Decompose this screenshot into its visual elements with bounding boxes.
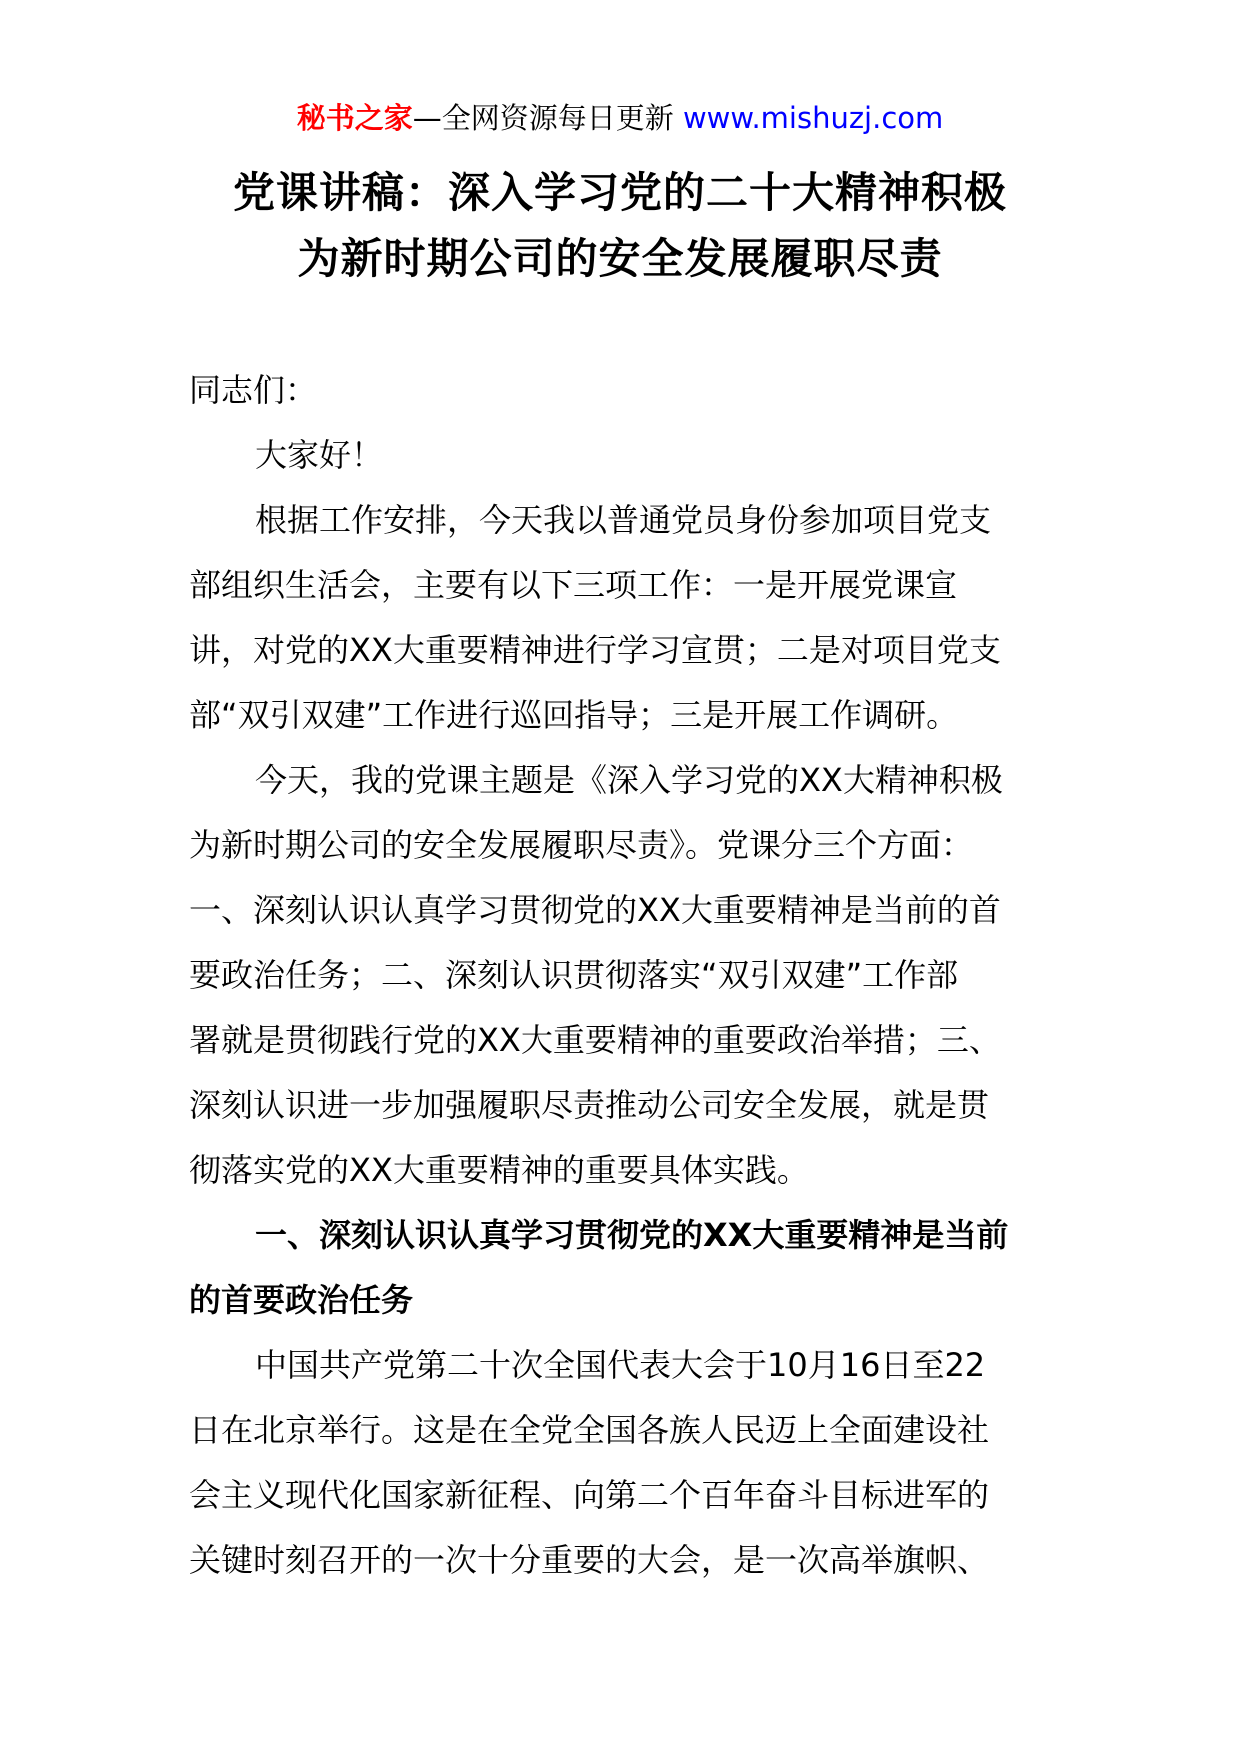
body-line: 深刻认识进一步加强履职尽责推动公司安全发展，就是贯 <box>189 1086 990 1124</box>
title-line-2: 为新时期公司的安全发展履职尽责 <box>297 234 943 283</box>
body-line: 要政治任务；二、深刻认识贯彻落实“双引双建”工作部 <box>189 956 959 994</box>
body-line: 为新时期公司的安全发展履职尽责》。党课分三个方面： <box>189 826 974 864</box>
header-tagline: —全网资源每日更新 <box>412 101 674 135</box>
body-line: 中国共产党第二十次全国代表大会于10月16日至22 <box>255 1346 986 1384</box>
document-title <box>190 160 1050 292</box>
body-line: 部组织生活会，主要有以下三项工作：一是开展党课宣 <box>189 566 958 604</box>
body-line: 部“双引双建”工作进行巡回指导；三是开展工作调研。 <box>189 696 959 734</box>
section-heading-line: 一、深刻认识认真学习贯彻党的XX大重要精神是当前 <box>255 1216 1009 1254</box>
body-line: 一、深刻认识认真学习贯彻党的XX大重要精神是当前的首 <box>189 891 1001 929</box>
watermark-header <box>0 98 1240 138</box>
body-line: 根据工作安排，今天我以普通党员身份参加项目党支 <box>255 501 992 539</box>
body-line: 日在北京举行。这是在全党全国各族人民迈上全面建设社 <box>189 1411 990 1449</box>
greeting: 大家好！ <box>255 436 384 474</box>
document-body <box>189 358 1059 1593</box>
body-line: 关键时刻召开的一次十分重要的大会，是一次高举旗帜、 <box>189 1541 990 1579</box>
section-heading-line: 的首要政治任务 <box>189 1281 414 1319</box>
body-line: 会主义现代化国家新征程、向第二个百年奋斗目标进军的 <box>189 1476 990 1514</box>
title-line-1: 党课讲稿：深入学习党的二十大精神积极 <box>232 168 1007 217</box>
site-url-link[interactable]: www.mishuzj.com <box>682 101 944 135</box>
body-line: 彻落实党的XX大重要精神的重要具体实践。 <box>189 1151 809 1189</box>
body-line: 署就是贯彻践行党的XX大重要精神的重要政治举措；三、 <box>189 1021 1001 1059</box>
brand-name: 秘书之家 <box>296 101 413 135</box>
body-line: 讲，对党的XX大重要精神进行学习宣贯；二是对项目党支 <box>189 631 1001 669</box>
salutation: 同志们： <box>189 371 318 409</box>
body-line: 今天，我的党课主题是《深入学习党的XX大精神积极 <box>255 761 1003 799</box>
